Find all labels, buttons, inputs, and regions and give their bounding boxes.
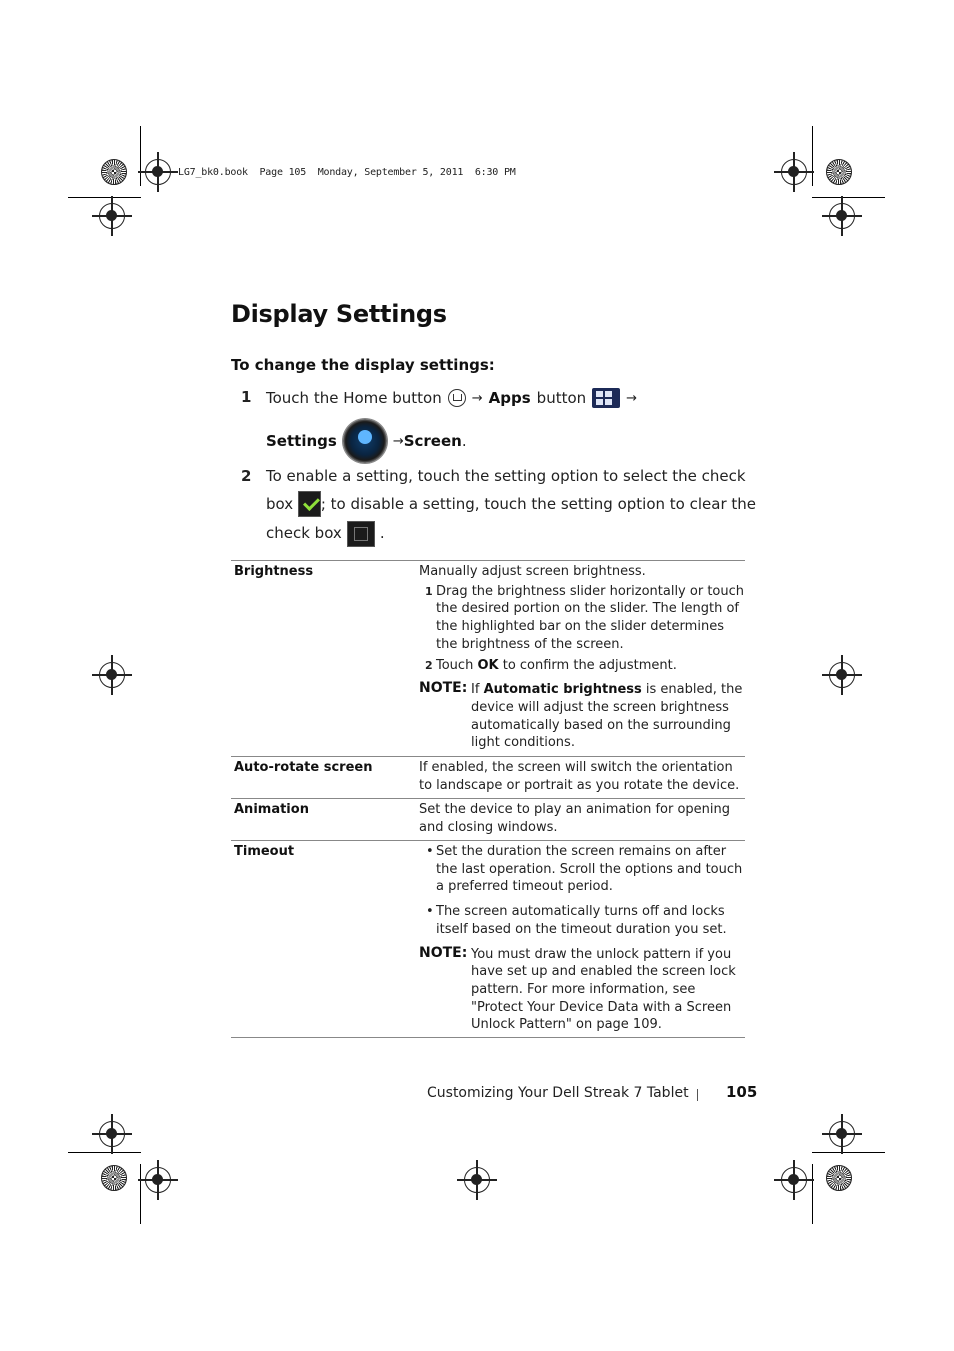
automatic-brightness-label: Automatic brightness: [483, 682, 642, 698]
sub-step-number: 1: [425, 584, 433, 598]
sub-step-text: Touch: [436, 657, 474, 673]
registration-star-mark: [826, 1165, 852, 1191]
registration-star-mark: [826, 159, 852, 185]
sub-step: [419, 657, 745, 675]
registration-target-mark: [145, 1167, 171, 1193]
apps-label: Apps: [488, 388, 531, 407]
page-title: Display Settings: [231, 300, 447, 328]
row-description: If enabled, the screen will switch the orientation to landscape or portrait as you rotate the device.: [419, 760, 740, 793]
registration-target-mark: [464, 1167, 490, 1193]
bullet-item: • Set the duration the screen remains on after the last operation. Scroll the options and touch a preferred timeout period.: [419, 843, 745, 896]
row-term: Animation: [234, 802, 309, 817]
checkbox-unchecked-icon: [347, 521, 375, 547]
step-body: [266, 463, 756, 549]
row-term: Timeout: [234, 844, 295, 859]
footer-chapter-title: Customizing Your Dell Streak 7 Tablet: [427, 1085, 689, 1101]
table-row-timeout: [231, 840, 745, 1038]
home-icon: [448, 389, 466, 407]
step-number: 2: [241, 467, 252, 485]
row-description: Set the device to play an animation for opening and closing windows.: [419, 802, 730, 835]
description-text: Manually adjust screen brightness.: [419, 564, 646, 579]
registration-target-mark: [99, 203, 125, 229]
page-number: 105: [726, 1083, 758, 1101]
punctuation: .: [379, 524, 385, 542]
arrow-icon: →: [626, 390, 638, 406]
note-label: NOTE:: [419, 680, 468, 697]
step-text: To enable a setting, touch the setting option to select the check: [266, 467, 746, 485]
bullet-item: • The screen automatically turns off and locks itself based on the timeout duration you set.: [419, 903, 745, 938]
punctuation: .: [461, 431, 467, 450]
settings-label: Settings: [266, 431, 337, 450]
arrow-icon: →: [392, 433, 404, 449]
row-description: [419, 843, 745, 1034]
registration-target-mark: [145, 159, 171, 185]
step-text: Touch the Home button: [266, 388, 442, 407]
screen-label: Screen: [403, 431, 462, 450]
registration-target-mark: [781, 1167, 807, 1193]
sub-step: [419, 583, 745, 654]
step-text: button: [536, 388, 587, 407]
checkbox-checked-icon: [298, 491, 321, 517]
registration-target-mark: [829, 1121, 855, 1147]
registration-target-mark: [99, 662, 125, 688]
row-description: [419, 563, 745, 752]
step-body: [266, 384, 756, 466]
table-row-brightness: [231, 560, 745, 757]
section-subtitle: To change the display settings:: [231, 356, 495, 374]
footer-divider: [697, 1089, 698, 1101]
note: [419, 681, 745, 752]
registration-star-mark: [101, 159, 127, 185]
note-text: If: [471, 682, 480, 698]
note-label: NOTE:: [419, 944, 468, 961]
sub-step-text: Drag the brightness slider horizontally or touch the desired portion on the slider. The length of the highlighted bar on the slider determines the brightness of the screen.: [436, 583, 744, 652]
apps-grid-icon: [592, 388, 620, 408]
registration-target-mark: [829, 662, 855, 688]
note: [419, 946, 745, 1035]
registration-target-mark: [99, 1121, 125, 1147]
step-text: ; to disable a setting, touch the setting option to clear the: [320, 494, 756, 513]
row-term: Brightness: [234, 564, 314, 579]
step-text: box: [266, 494, 294, 513]
registration-star-mark: [101, 1165, 127, 1191]
print-slug: LG7_bk0.book Page 105 Monday, September 5, 2011 6:30 PM: [178, 167, 516, 178]
registration-target-mark: [829, 203, 855, 229]
step-number: 1: [241, 388, 252, 406]
note-text: is enabled, the device will adjust the screen brightness automatically based on the surrounding light conditions.: [471, 682, 743, 751]
settings-icon: [343, 419, 387, 463]
registration-target-mark: [781, 159, 807, 185]
sub-step-text: to confirm the adjustment.: [502, 657, 677, 673]
arrow-icon: →: [471, 390, 483, 406]
table-row-animation: [231, 798, 745, 841]
sub-step-number: 2: [425, 658, 433, 672]
table-row-auto-rotate: [231, 756, 745, 799]
ok-label: OK: [477, 657, 499, 673]
row-term: Auto-rotate screen: [234, 760, 373, 775]
step-text: check box: [266, 524, 342, 542]
note-text: You must draw the unlock pattern if you have set up and enabled the screen lock pattern. For more information, see "Protect Your Device Data with a Screen Unlock Pattern" on page 109.: [471, 946, 736, 1033]
